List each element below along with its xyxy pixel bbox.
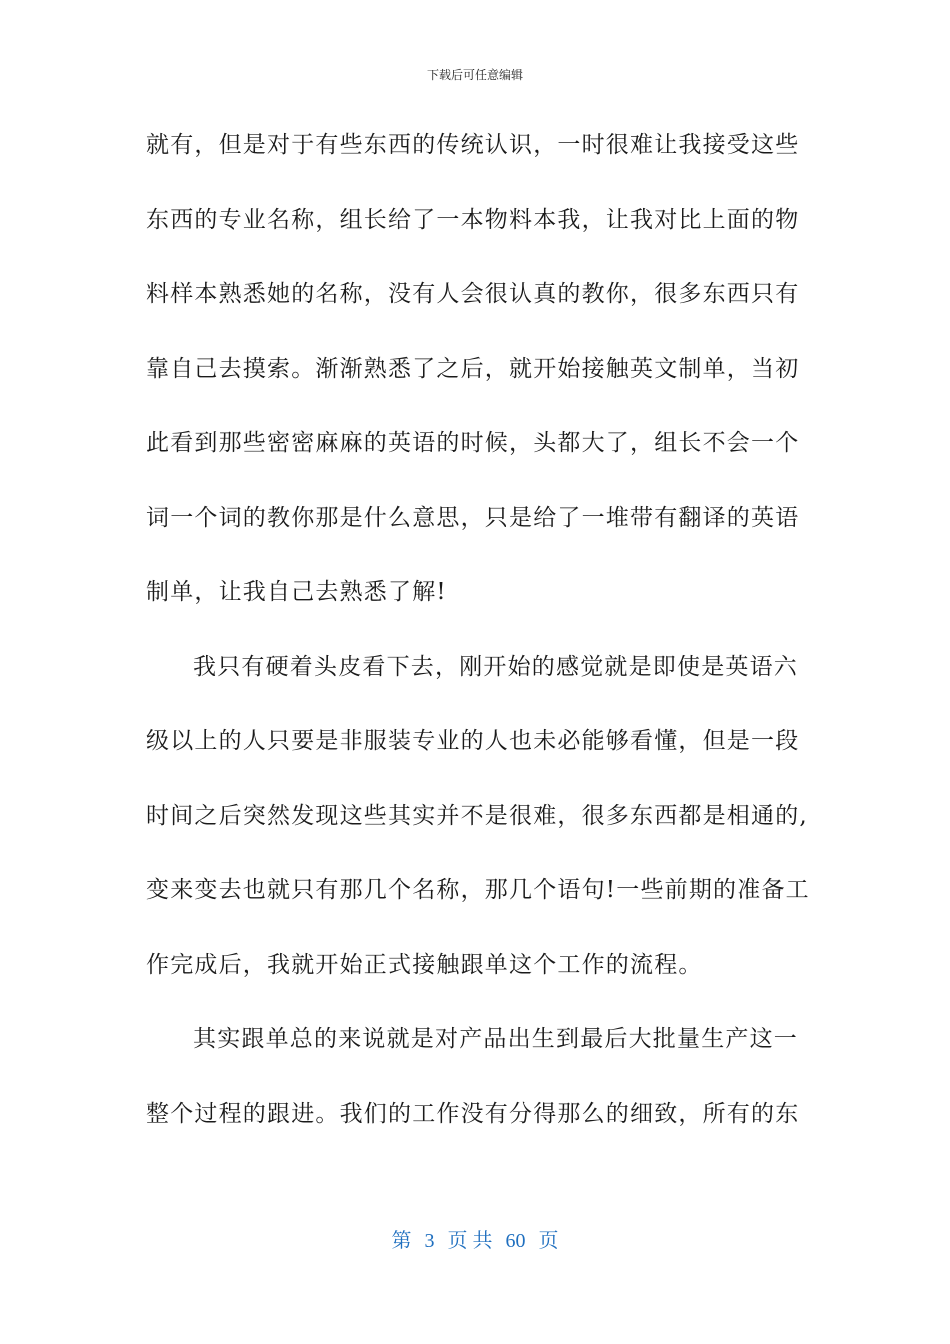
document-body — [146, 118, 810, 1161]
total-page-count: 60 — [505, 1230, 526, 1252]
page-number-footer — [0, 1224, 950, 1253]
text-line: 靠自己去摸索。渐渐熟悉了之后，就开始接触英文制单，当初 — [146, 355, 800, 382]
text-line: 东西的专业名称，组长给了一本物料本我，让我对比上面的物 — [146, 206, 800, 233]
paragraph-start-line: 我只有硬着头皮看下去，刚开始的感觉就是即使是英语六 — [193, 653, 798, 680]
text-line: 就有，但是对于有些东西的传统认识，一时很难让我接受这些 — [146, 132, 800, 158]
text-line: 此看到那些密密麻麻的英语的时候，头都大了，组长不会一个 — [146, 430, 800, 456]
text-line: 时间之后突然发现这些其实并不是很难，很多东西都是相通的, — [146, 802, 808, 829]
text-line: 料样本熟悉她的名称，没有人会很认真的教你，很多东西只有 — [146, 281, 800, 307]
text-line: 整个过程的跟进。我们的工作没有分得那么的细致，所有的东 — [146, 1100, 800, 1127]
paragraph-start-line: 其实跟单总的来说就是对产品出生到最后大批量生产这一 — [193, 1026, 798, 1052]
current-page-number: 3 — [424, 1230, 435, 1252]
text-line: 制单，让我自己去熟悉了解! — [146, 579, 447, 605]
footer-suffix: 页 — [538, 1230, 559, 1252]
text-line: 级以上的人只要是非服装专业的人也未必能够看懂，但是一段 — [146, 728, 800, 754]
page-header: 下载后可任意编辑 — [426, 68, 523, 82]
footer-prefix: 第 — [391, 1230, 412, 1252]
text-line: 词一个词的教你那是什么意思，只是给了一堆带有翻译的英语 — [146, 504, 800, 531]
text-line: 作完成后，我就开始正式接触跟单这个工作的流程。 — [146, 951, 703, 978]
footer-middle: 页 共 — [447, 1230, 493, 1252]
text-line: 变来变去也就只有那几个名称，那几个语句!一些前期的准备工 — [146, 877, 810, 903]
